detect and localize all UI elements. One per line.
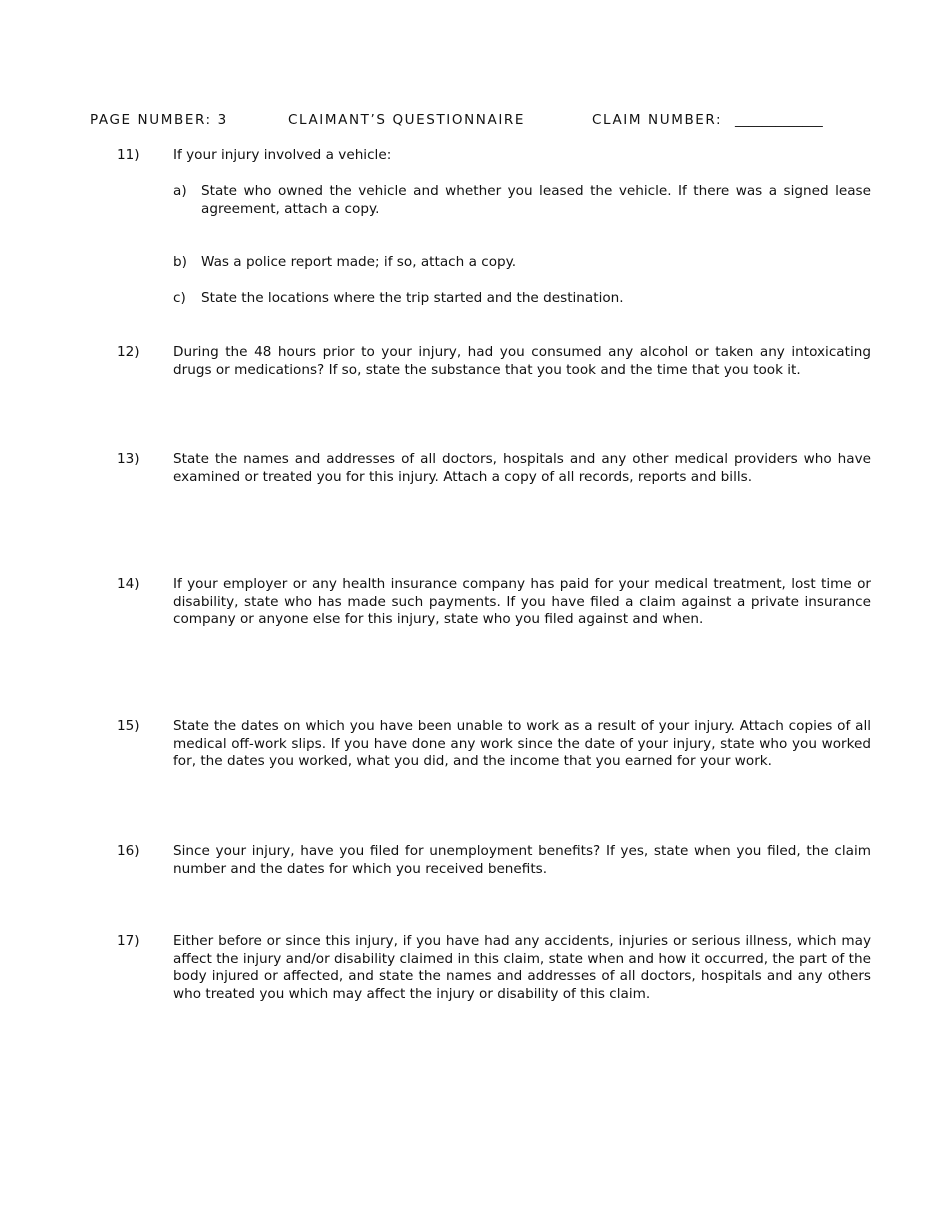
question-number: 15) bbox=[117, 718, 140, 734]
subitem-text: State the locations where the trip started and the destination. bbox=[201, 290, 624, 306]
question-number: 17) bbox=[117, 933, 140, 949]
claim-number-label: CLAIM NUMBER: bbox=[592, 112, 723, 128]
question-text: If your injury involved a vehicle: bbox=[173, 147, 392, 163]
claim-number-blank: _____________ bbox=[735, 112, 823, 128]
question-number: 11) bbox=[117, 147, 140, 163]
question-text: State the names and addresses of all doctors, hospitals and any other medical providers who have examined or treated you for this injury. Attach a copy of all records, reports and bills. bbox=[173, 451, 871, 485]
page-number-label: PAGE NUMBER: 3 bbox=[90, 112, 228, 128]
subitem-text: Was a police report made; if so, attach a copy. bbox=[201, 254, 517, 270]
question-text: During the 48 hours prior to your injury, had you consumed any alcohol or taken any intoxicating drugs or medications? If so, state the substance that you took and the time that you took it. bbox=[173, 344, 871, 378]
question-number: 16) bbox=[117, 843, 140, 859]
question-text: Since your injury, have you filed for unemployment benefits? If yes, state when you filed, the claim number and the dates for which you received benefits. bbox=[173, 843, 871, 877]
subitem-letter: a) bbox=[173, 183, 187, 199]
document-title: CLAIMANT’S QUESTIONNAIRE bbox=[288, 112, 526, 128]
question-text: If your employer or any health insurance company has paid for your medical treatment, lost time or disability, state who has made such payments. If you have filed a claim against a private insurance company or anyone else for this injury, state who you filed against and when. bbox=[173, 576, 871, 628]
question-number: 12) bbox=[117, 344, 140, 360]
question-number: 13) bbox=[117, 451, 140, 467]
subitem-letter: c) bbox=[173, 290, 186, 306]
question-text: State the dates on which you have been unable to work as a result of your injury. Attach copies of all medical off-work slips. If you have done any work since the date of your injury, state who you worked for, the dates you worked, what you did, and the income that you earned for your work. bbox=[173, 718, 871, 770]
question-text: Either before or since this injury, if you have had any accidents, injuries or serious illness, which may affect the injury and/or disability claimed in this claim, state when and how it occurred, the part of the body injured or affected, and state the names and addresses of all doctors, hospitals and any others who treated you which may affect the injury or disability of this claim. bbox=[173, 933, 871, 1002]
question-number: 14) bbox=[117, 576, 140, 592]
subitem-text: State who owned the vehicle and whether you leased the vehicle. If there was a signed lease agreement, attach a copy. bbox=[201, 183, 871, 217]
subitem-letter: b) bbox=[173, 254, 187, 270]
